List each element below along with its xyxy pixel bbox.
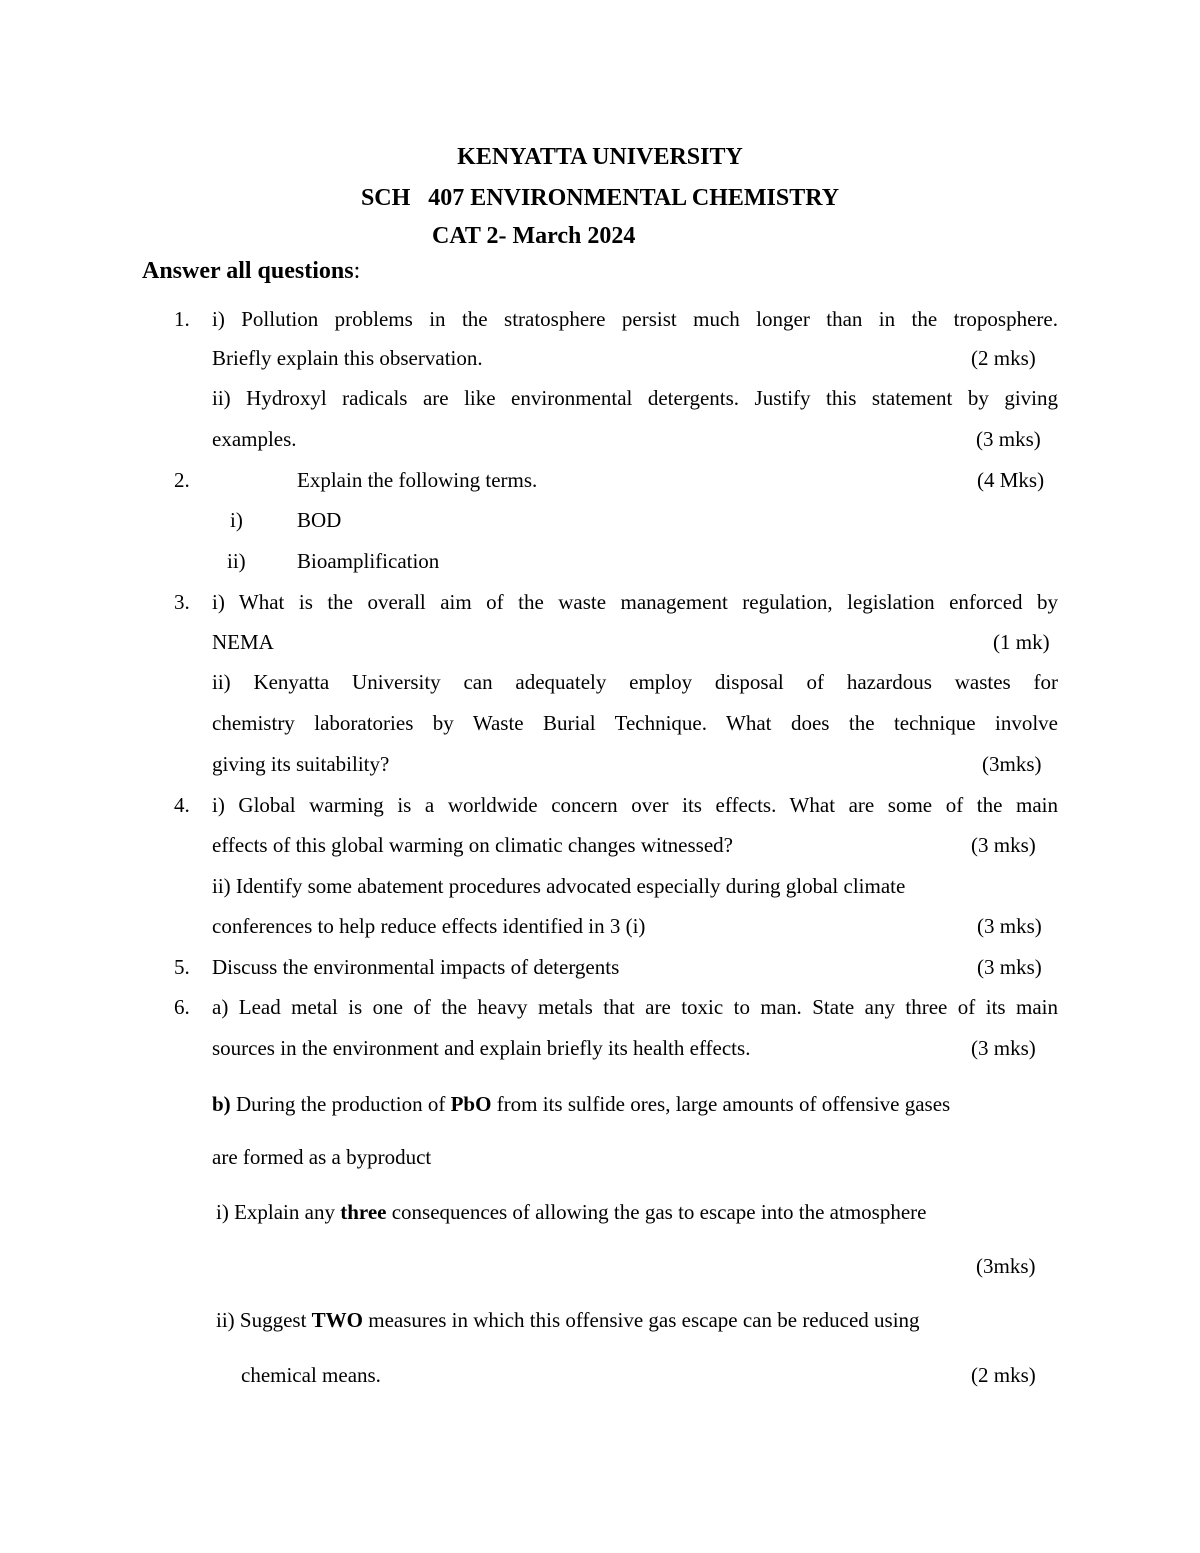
instructions-colon: :: [353, 258, 361, 284]
question-number-1: 1.: [174, 307, 190, 331]
q1-ii-marks: (3 mks): [976, 427, 1041, 451]
q6-bii-marks: (2 mks): [971, 1363, 1036, 1387]
q2-item-label-i: i): [230, 508, 243, 532]
q3-i-line1: i) What is the overall aim of the waste management regulation, legislation enforced by: [212, 590, 1058, 614]
q5-marks: (3 mks): [977, 955, 1042, 979]
university-title: KENYATTA UNIVERSITY: [457, 144, 743, 170]
q3-ii-line2: chemistry laboratories by Waste Burial Technique. What does the technique involve: [212, 711, 1058, 735]
q6-b-line2: are formed as a byproduct: [212, 1145, 432, 1169]
q6-a-line1: a) Lead metal is one of the heavy metals that are toxic to man. State any three of its main: [212, 995, 1058, 1019]
q4-i-line1: i) Global warming is a worldwide concern over its effects. What are some of the main: [212, 793, 1058, 817]
q6-bii-text2: measures in which this offensive gas escape can be reduced using: [363, 1308, 920, 1332]
q6-a-line2: sources in the environment and explain briefly its health effects.: [212, 1036, 751, 1060]
q2-item-text-bioamplification: Bioamplification: [297, 549, 440, 573]
q3-i-marks: (1 mk): [993, 630, 1050, 654]
instructions-text: Answer all questions: [142, 258, 354, 284]
q6-bi-marks: (3mks): [976, 1254, 1036, 1278]
question-number-2: 2.: [174, 468, 190, 492]
question-number-6: 6.: [174, 995, 190, 1019]
q2-item-label-ii: ii): [227, 549, 246, 573]
q5-text: Discuss the environmental impacts of detergents: [212, 955, 620, 979]
q4-ii-line2: conferences to help reduce effects identified in 3 (i): [212, 914, 646, 938]
q6-b-formula: PbO: [450, 1092, 492, 1116]
q6-bii-emphasis: TWO: [311, 1308, 364, 1332]
q6-b-text1: During the production of: [230, 1092, 451, 1116]
q6-bi-emphasis: three: [340, 1200, 387, 1224]
q1-i-line1: i) Pollution problems in the stratosphere persist much longer than in the troposphere.: [212, 307, 1058, 331]
q6-bi-text2: consequences of allowing the gas to escape into the atmosphere: [386, 1200, 927, 1224]
q6-bii-text1: ii) Suggest: [216, 1308, 312, 1332]
q6-bi-line: [216, 1200, 926, 1224]
q3-ii-line1: ii) Kenyatta University can adequately employ disposal of hazardous wastes for: [212, 670, 1058, 694]
question-number-4: 4.: [174, 793, 190, 817]
q6-bii-line: [216, 1308, 920, 1332]
question-number-3: 3.: [174, 590, 190, 614]
exam-title: CAT 2- March 2024: [432, 223, 636, 249]
q6-bii-line2: chemical means.: [241, 1363, 381, 1387]
q2-stem: Explain the following terms.: [297, 468, 538, 492]
q1-i-marks: (2 mks): [971, 346, 1036, 370]
q3-ii-marks: (3mks): [982, 752, 1042, 776]
q6-b-label: b): [212, 1092, 231, 1116]
q1-ii-line1: ii) Hydroxyl radicals are like environmental detergents. Justify this statement by giving: [212, 386, 1058, 410]
q1-i-line2: Briefly explain this observation.: [212, 346, 483, 370]
q2-marks: (4 Mks): [977, 468, 1045, 492]
q3-ii-line3: giving its suitability?: [212, 752, 390, 776]
q6-bi-text1: i) Explain any: [216, 1200, 341, 1224]
q4-i-line2: effects of this global warming on climatic changes witnessed?: [212, 833, 733, 857]
course-title: SCH 407 ENVIRONMENTAL CHEMISTRY: [360, 185, 840, 211]
q4-i-marks: (3 mks): [971, 833, 1036, 857]
q4-ii-marks: (3 mks): [977, 914, 1042, 938]
q6-b-text2: from its sulfide ores, large amounts of offensive gases: [491, 1092, 951, 1116]
q3-i-line2: NEMA: [212, 630, 274, 654]
q6-a-marks: (3 mks): [971, 1036, 1036, 1060]
q1-ii-line2: examples.: [212, 427, 297, 451]
q2-item-text-bod: BOD: [297, 508, 342, 532]
q6-b-line1: [212, 1092, 950, 1116]
q4-ii-line1: ii) Identify some abatement procedures advocated especially during global climate: [212, 874, 906, 898]
question-number-5: 5.: [174, 955, 190, 979]
instructions: [142, 257, 360, 285]
